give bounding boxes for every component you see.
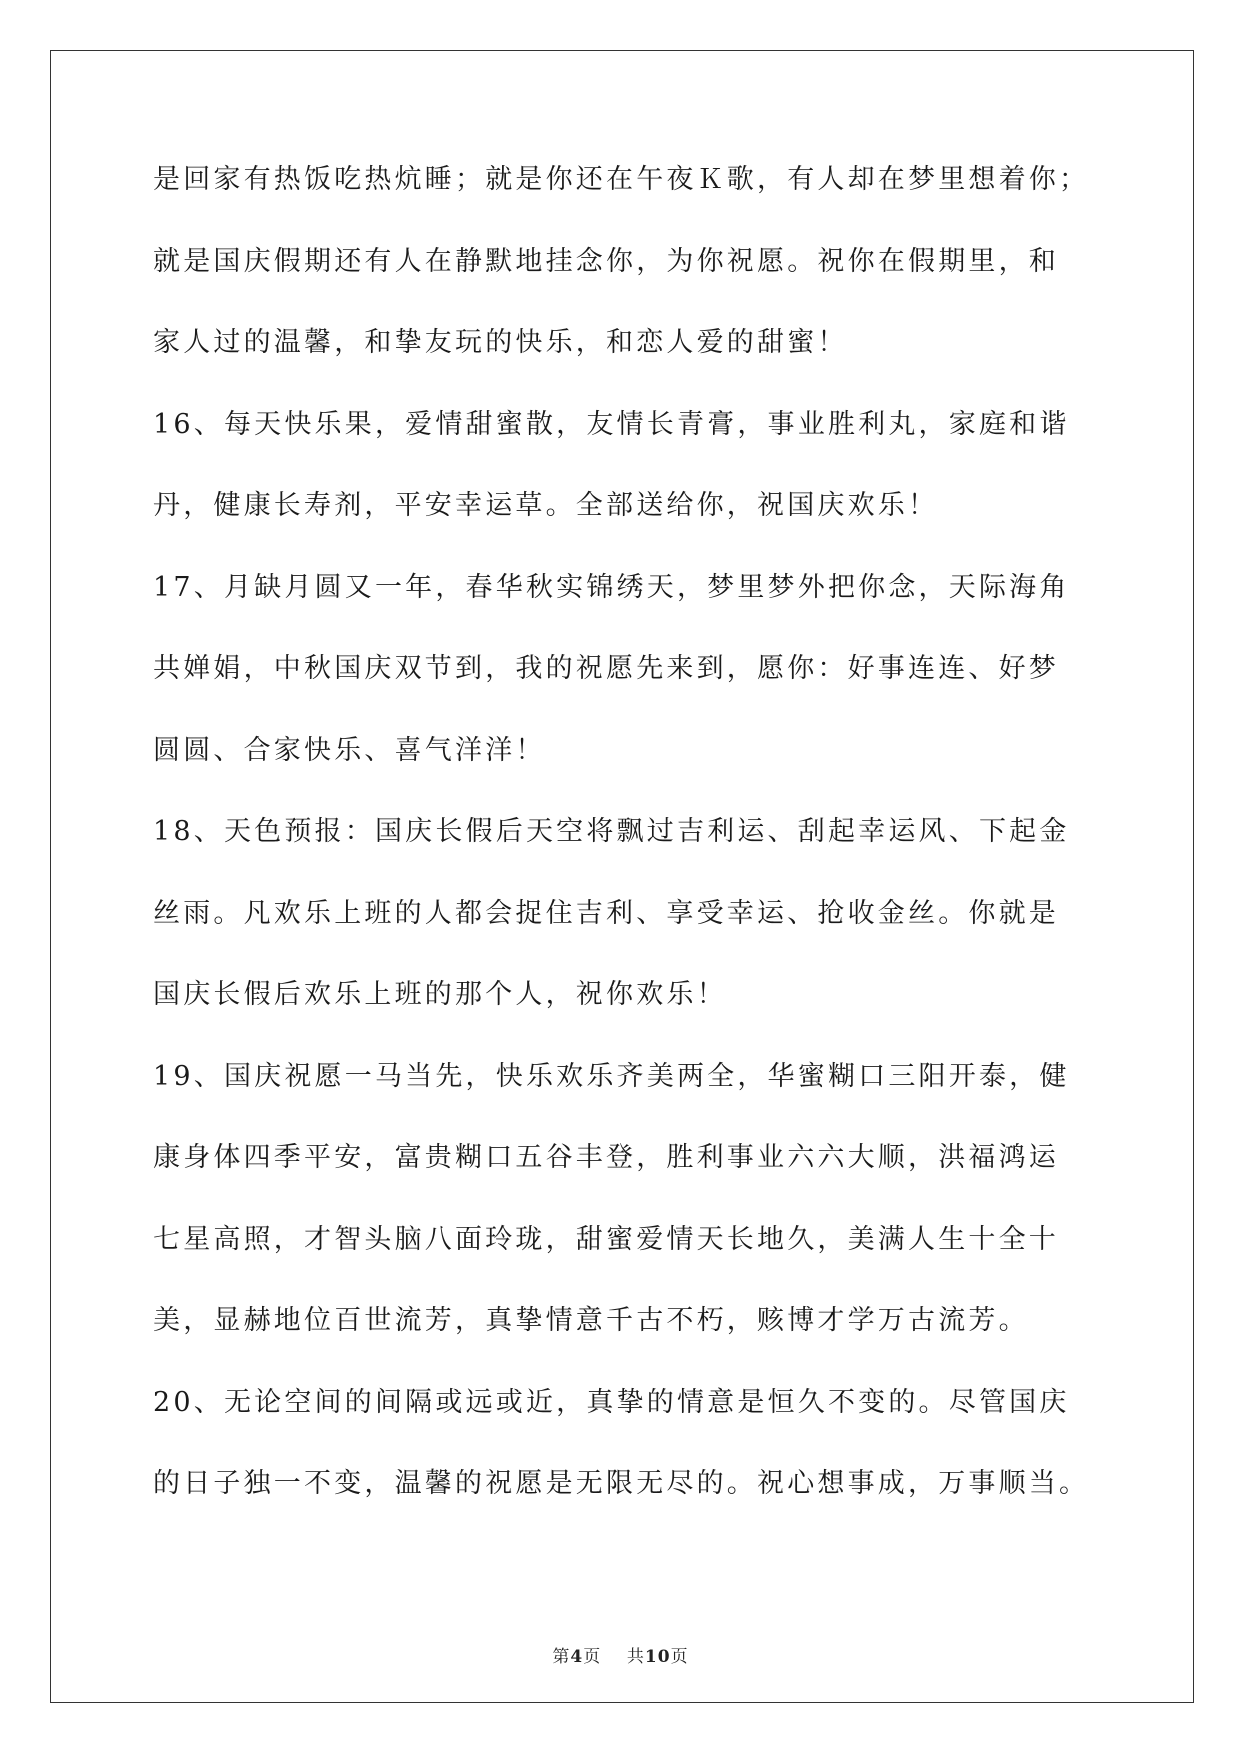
page-footer — [0, 1642, 1241, 1667]
text-line: 美，显赫地位百世流芳，真挚情意千古不朽，赅博才学万古流芳。 — [153, 1305, 1029, 1336]
text-line: 20、无论空间的间隔或远或近，真挚的情意是恒久不变的。尽管国庆 — [153, 1386, 1070, 1418]
footer-total-prefix: 共 — [626, 1647, 645, 1667]
text-line: 丹，健康长寿剂，平安幸运草。全部送给你，祝国庆欢乐！ — [153, 490, 939, 521]
text-line: 18、天色预报：国庆长假后天空将飘过吉利运、刮起幸运风、下起金 — [153, 816, 1070, 847]
document-body — [153, 160, 1093, 1546]
text-line: 就是国庆假期还有人在静默地挂念你，为你祝愿。祝你在假期里，和 — [153, 245, 1059, 277]
text-line: 康身体四季平安，富贵糊口五谷丰登，胜利事业六六大顺，洪福鸿运 — [153, 1142, 1059, 1173]
text-line: 共婵娟，中秋国庆双节到，我的祝愿先来到，愿你：好事连连、好梦 — [153, 653, 1059, 684]
text-line: 七星高照，才智头脑八面玲珑，甜蜜爱情天长地久，美满人生十全十 — [153, 1223, 1059, 1255]
text-line: 16、每天快乐果，爱情甜蜜散，友情长青膏，事业胜利丸，家庭和谐 — [153, 408, 1070, 440]
text-line: 圆圆、合家快乐、喜气洋洋！ — [153, 734, 546, 766]
footer-prefix: 第 — [552, 1647, 571, 1667]
footer-page-word: 页 — [583, 1647, 602, 1667]
text-line: 家人过的温馨，和挚友玩的快乐，和恋人爱的甜蜜！ — [153, 327, 848, 358]
text-line: 17、月缺月圆又一年，春华秋实锦绣天，梦里梦外把你念，天际海角 — [153, 571, 1070, 603]
total-page-number: 10 — [644, 1647, 671, 1667]
text-line: 是回家有热饭吃热炕睡；就是你还在午夜Ｋ歌，有人却在梦里想着你； — [153, 164, 1090, 195]
current-page-number: 4 — [570, 1647, 584, 1667]
text-line: 的日子独一不变，温馨的祝愿是无限无尽的。祝心想事成，万事顺当。 — [153, 1468, 1090, 1499]
text-line: 国庆长假后欢乐上班的那个人，祝你欢乐！ — [153, 979, 727, 1010]
footer-total-suffix: 页 — [670, 1647, 689, 1667]
text-line: 19、国庆祝愿一马当先，快乐欢乐齐美两全，华蜜糊口三阳开泰，健 — [153, 1060, 1070, 1092]
text-line: 丝雨。凡欢乐上班的人都会捉住吉利、享受幸运、抢收金丝。你就是 — [153, 897, 1059, 929]
